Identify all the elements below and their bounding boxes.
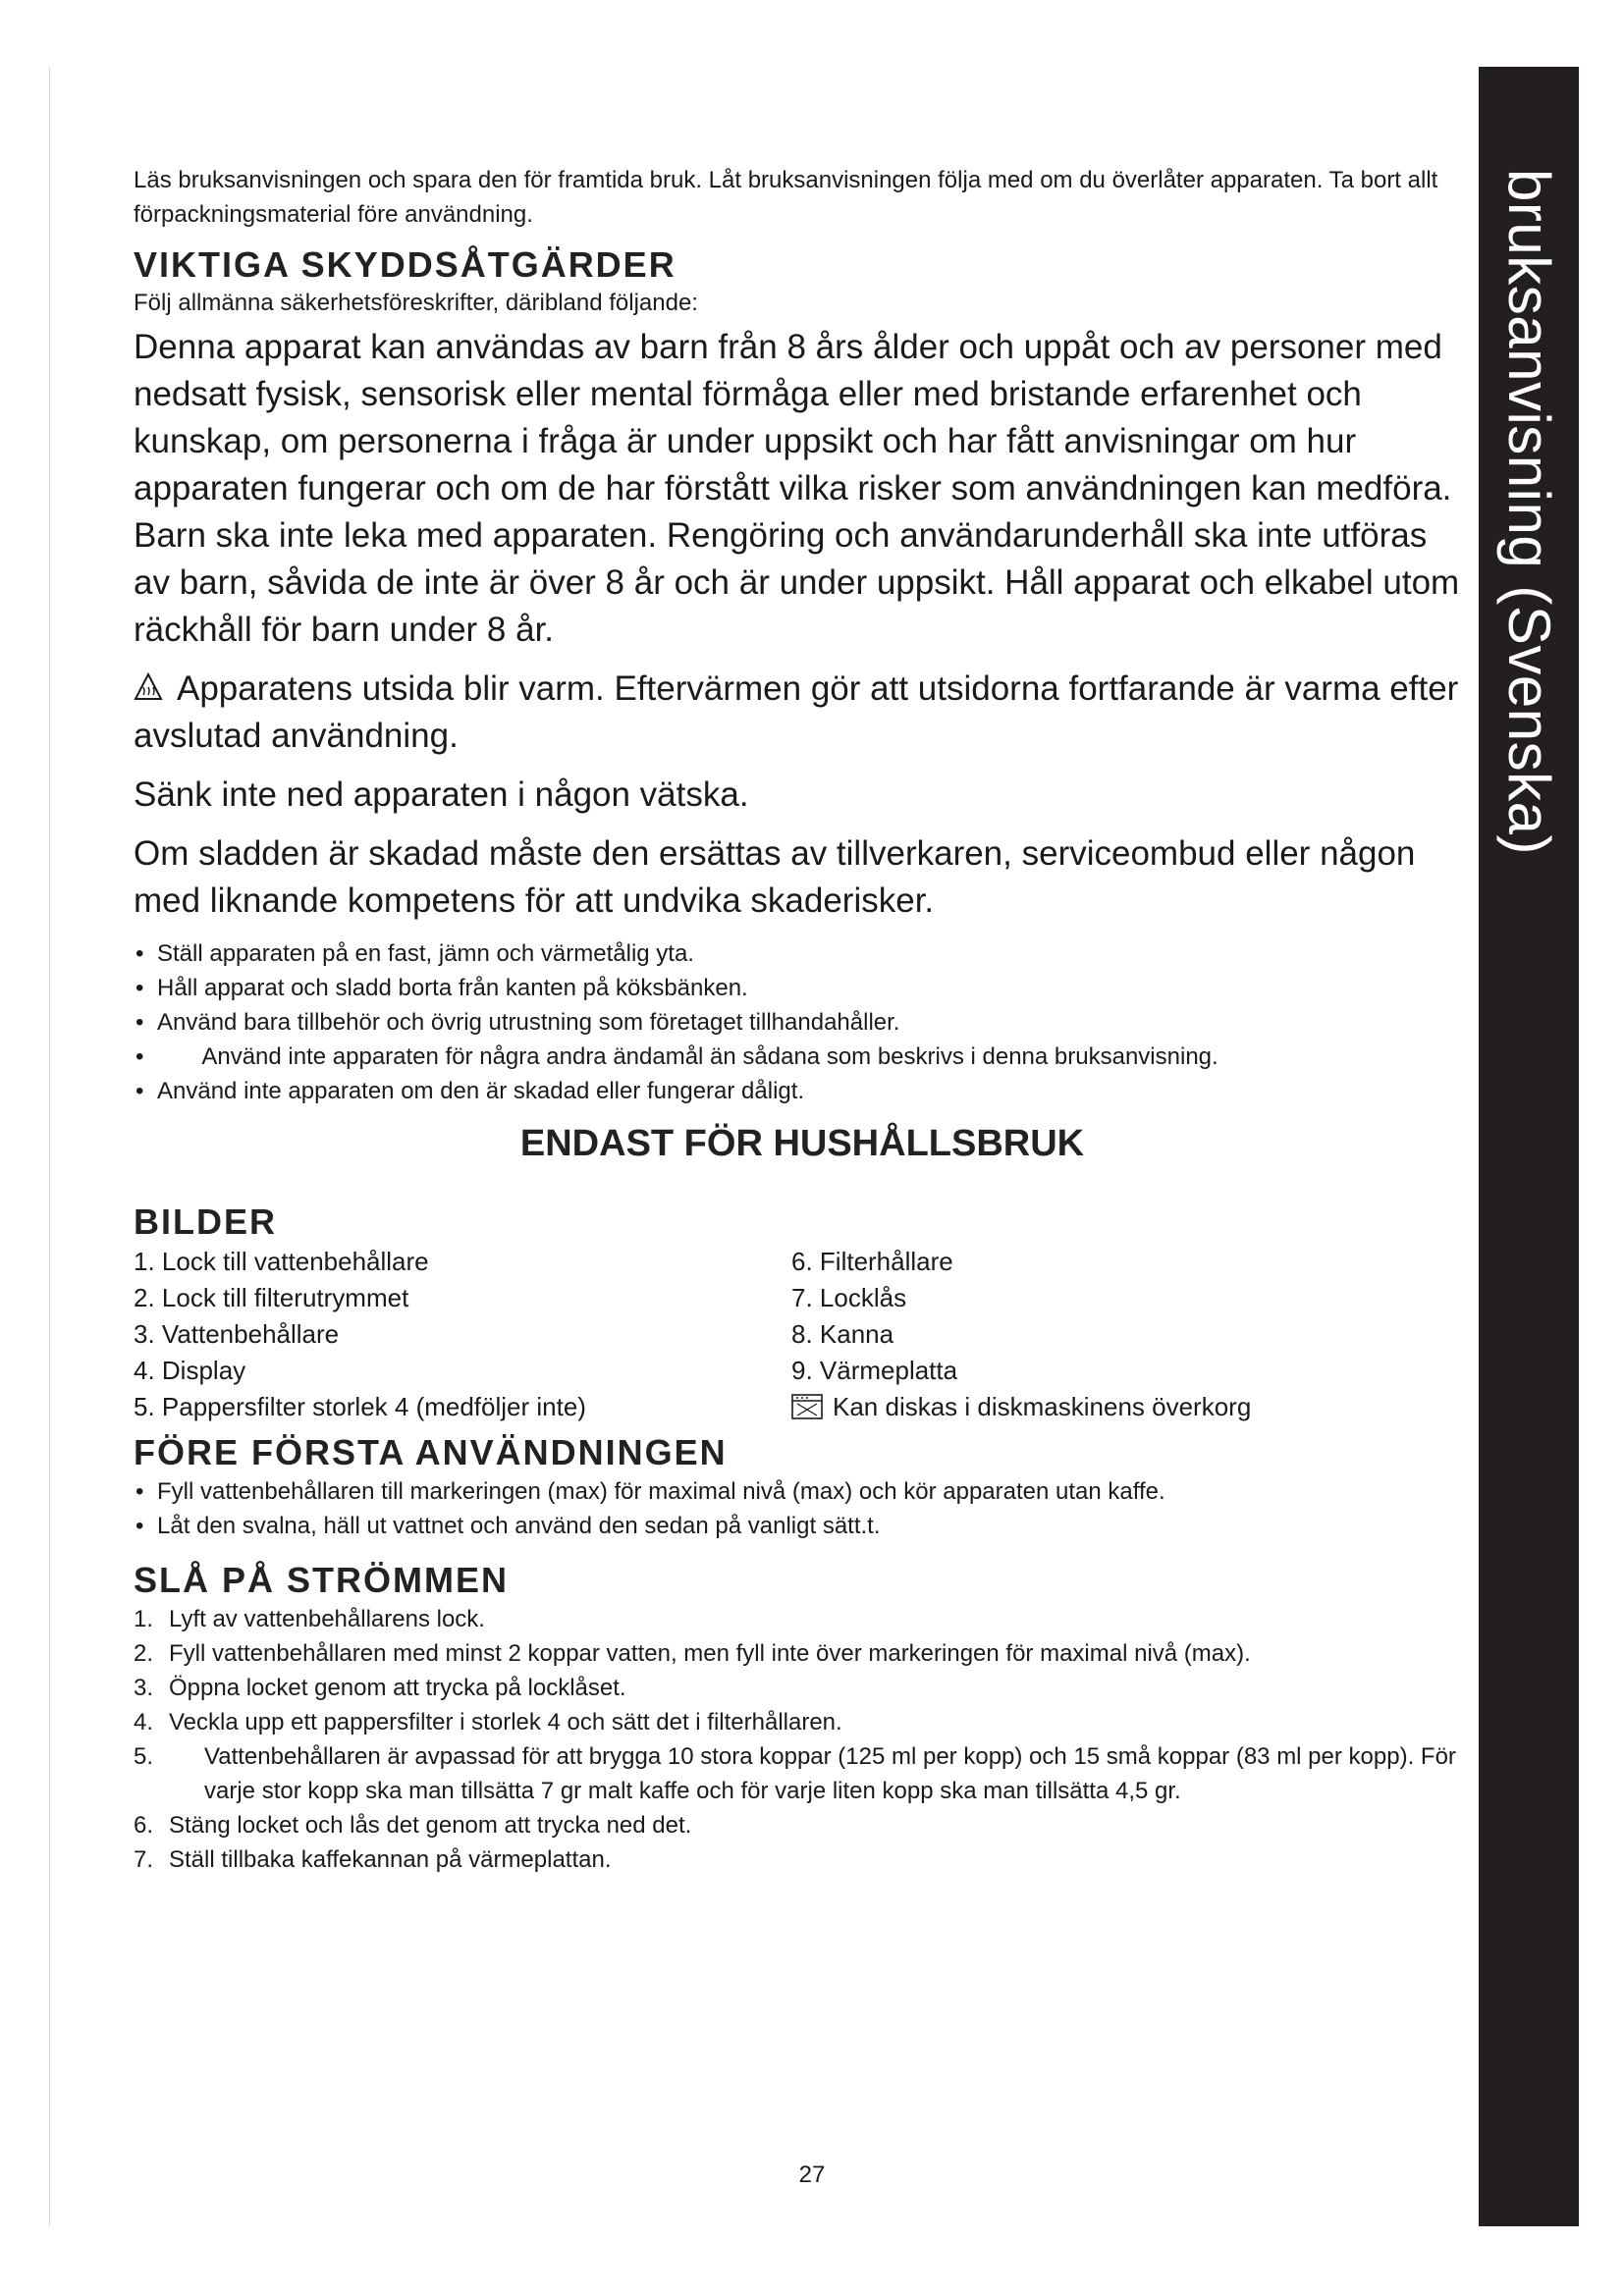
list-item bbox=[134, 1842, 1471, 1877]
safety-bullet-list bbox=[134, 936, 1471, 1108]
list-item: 7. Locklås bbox=[791, 1283, 907, 1312]
household-use-heading: ENDAST FÖR HUSHÅLLSBRUK bbox=[519, 1123, 1085, 1164]
list-item: 1. Lock till vattenbehållare bbox=[134, 1247, 429, 1276]
list-item: 3. Vattenbehållare bbox=[134, 1319, 340, 1349]
list-item: • Använd inte apparaten för några andra ändamål än sådana som beskrivs i denna bruksanvisning. bbox=[134, 1040, 1471, 1074]
step-number: 4. bbox=[134, 1709, 154, 1735]
step-number: 3. bbox=[134, 1675, 154, 1701]
step-text: Vattenbehållaren är avpassad för att brygga 10 stora koppar (125 ml per kopp) och 15 små koppar (83 ml per kopp). För varje stor kopp ska man tillsätta 7 gr malt kaffe och för varje liten kopp ska man tillsätta 4,5 gr. bbox=[204, 1743, 1456, 1804]
power-on-heading: SLÅ PÅ STRÖMMEN bbox=[134, 1560, 510, 1600]
parts-column-right bbox=[791, 1244, 1449, 1425]
list-item bbox=[134, 1705, 1471, 1739]
intro-text: Läs bruksanvisningen och spara den för framtida bruk. Låt bruksanvisningen följa med om du överlåter apparaten. Ta bort allt förpackningsmaterial före användning. bbox=[134, 167, 1438, 228]
list-item: 8. Kanna bbox=[791, 1319, 894, 1349]
step-text: Fyll vattenbehållaren med minst 2 koppar vatten, men fyll inte över markeringen för maximal nivå (max). bbox=[169, 1640, 1251, 1667]
step-number: 2. bbox=[134, 1640, 154, 1667]
list-item bbox=[134, 1739, 1471, 1808]
list-item bbox=[134, 1602, 1471, 1636]
list-item: 9. Värmeplatta bbox=[791, 1356, 958, 1385]
safety-paragraph-hot bbox=[134, 666, 1471, 760]
parts-list bbox=[134, 1244, 1471, 1425]
dishwasher-text: Kan diskas i diskmaskinens överkorg bbox=[833, 1392, 1252, 1421]
before-first-use-list bbox=[134, 1474, 1471, 1543]
step-number: 1. bbox=[134, 1606, 154, 1632]
step-text: Stäng locket och lås det genom att trycka ned det. bbox=[169, 1812, 692, 1839]
list-item: • Fyll vattenbehållaren till markeringen (max) för maximal nivå (max) och kör apparaten utan kaffe. bbox=[134, 1474, 1471, 1509]
list-item: • Använd bara tillbehör och övrig utrustning som företaget tillhandahåller. bbox=[134, 1005, 1471, 1040]
safety-subheading: Följ allmänna säkerhetsföreskrifter, däribland följande: bbox=[134, 290, 698, 316]
hot-surface-text: Apparatens utsida blir varm. Eftervärmen gör att utsidorna fortfarande är varma efter avslutad användning. bbox=[134, 669, 1459, 755]
dishwasher-icon bbox=[791, 1393, 823, 1418]
list-item bbox=[134, 1808, 1471, 1842]
page-content bbox=[134, 163, 1471, 1877]
step-text: Öppna locket genom att trycka på locklåset. bbox=[169, 1675, 626, 1701]
list-item: • Låt den svalna, häll ut vattnet och använd den sedan på vanligt sätt.t. bbox=[134, 1509, 1471, 1543]
margin-line bbox=[49, 67, 50, 2226]
list-item: • Använd inte apparaten om den är skadad eller fungerar dåligt. bbox=[134, 1074, 1471, 1108]
side-tab-label: bruksanvisning (Svenska) bbox=[1496, 169, 1562, 855]
power-on-steps bbox=[134, 1602, 1471, 1877]
list-item bbox=[134, 1671, 1471, 1705]
list-item: 2. Lock till filterutrymmet bbox=[134, 1283, 409, 1312]
list-item: 5. Pappersfilter storlek 4 (medföljer inte) bbox=[134, 1392, 586, 1421]
list-item: • Ställ apparaten på en fast, jämn och värmetålig yta. bbox=[134, 936, 1471, 971]
safety-paragraph-cord: Om sladden är skadad måste den ersättas av tillverkaren, serviceombud eller någon med liknande kompetens för att undvika skaderisker. bbox=[134, 834, 1416, 920]
parts-column-left bbox=[134, 1244, 791, 1425]
before-first-use-heading: FÖRE FÖRSTA ANVÄNDNINGEN bbox=[134, 1432, 728, 1472]
list-item: 6. Filterhållare bbox=[791, 1247, 953, 1276]
step-text: Lyft av vattenbehållarens lock. bbox=[169, 1606, 485, 1632]
safety-heading: VIKTIGA SKYDDSÅTGÄRDER bbox=[134, 244, 677, 285]
safety-paragraph-liquid: Sänk inte ned apparaten i någon vätska. bbox=[134, 775, 749, 814]
hot-surface-warning-icon bbox=[134, 667, 163, 697]
dishwasher-note bbox=[791, 1389, 1449, 1425]
language-side-tab bbox=[1479, 67, 1579, 2226]
step-number: 5. bbox=[134, 1743, 154, 1770]
list-item: 4. Display bbox=[134, 1356, 246, 1385]
safety-paragraph-children: Denna apparat kan användas av barn från 8 års ålder och uppåt och av personer med nedsatt fysisk, sensorisk eller mental förmåga eller med bristande erfarenhet och kunskap, om personerna i fråga är under uppsikt och har fått anvisningar om hur apparaten fungerar och om de har förstått vilka risker som användningen kan medföra. Barn ska inte leka med apparaten. Rengöring och användarunderhåll ska inte utföras av barn, såvida de inte är över 8 år och är under uppsikt. Håll apparat och elkabel utom räckhåll för barn under 8 år. bbox=[134, 328, 1460, 649]
step-number: 7. bbox=[134, 1846, 154, 1873]
step-number: 6. bbox=[134, 1812, 154, 1839]
step-text: Ställ tillbaka kaffekannan på värmeplattan. bbox=[169, 1846, 612, 1873]
list-item bbox=[134, 1636, 1471, 1671]
page-number: 27 bbox=[798, 2162, 826, 2188]
list-item: • Håll apparat och sladd borta från kanten på köksbänken. bbox=[134, 971, 1471, 1005]
step-text: Veckla upp ett pappersfilter i storlek 4 och sätt det i filterhållaren. bbox=[169, 1709, 842, 1735]
pictures-heading: BILDER bbox=[134, 1201, 277, 1242]
